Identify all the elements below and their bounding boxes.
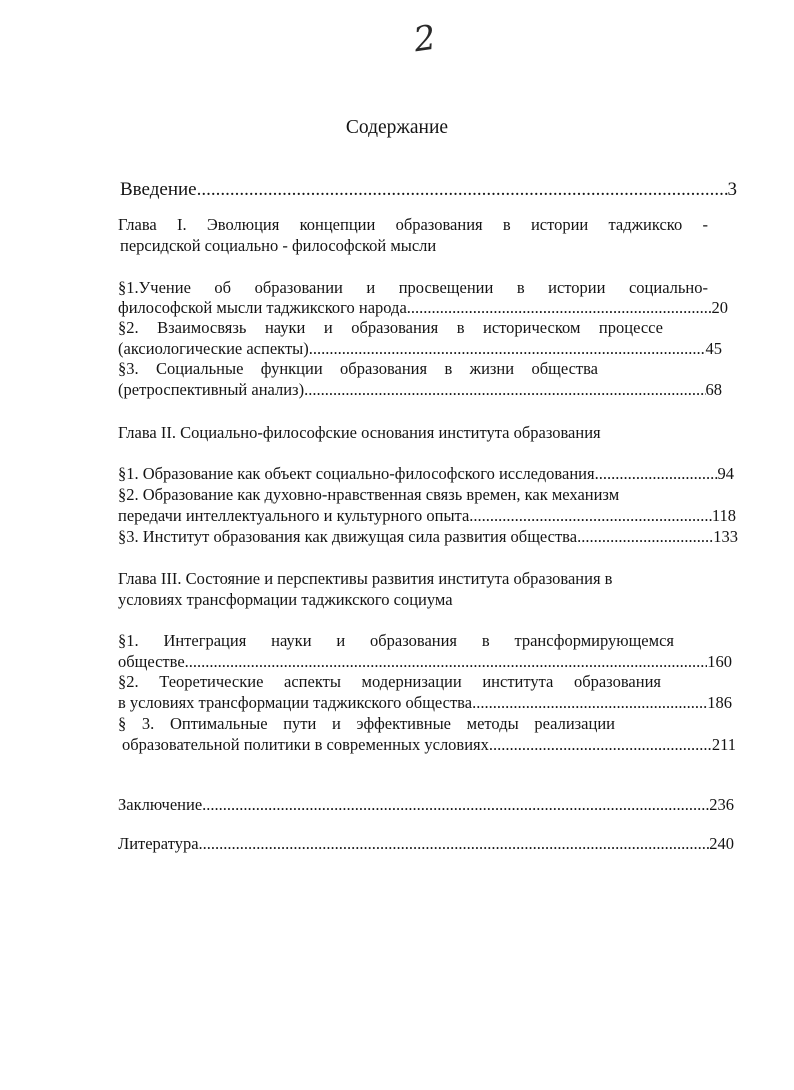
- chapter-2-heading: Глава II. Социально-философские основания института образования: [118, 423, 601, 442]
- chapter-3-section-2-line1: §2. Теоретические аспекты модернизации института образования: [118, 672, 661, 691]
- handwritten-page-number: 2: [411, 17, 439, 61]
- dot-leader: [185, 652, 708, 672]
- toc-entry-label: §1. Образование как объект социально-философского исследования: [118, 464, 595, 483]
- chapter-3-section-3-line2: [122, 735, 736, 755]
- toc-entry-page: 3: [727, 180, 737, 200]
- chapter-3-section-1-line2: [118, 652, 732, 672]
- chapter-3-section-2-line2: [118, 693, 732, 713]
- toc-entry-label: передачи интеллектуального и культурного опыта: [118, 506, 470, 525]
- dot-leader: [476, 693, 707, 713]
- toc-entry-label: (ретроспективный анализ).: [118, 380, 309, 399]
- dot-leader: [199, 834, 710, 854]
- chapter-2-section-3: [118, 527, 738, 547]
- toc-entry-label: Литература: [118, 834, 199, 853]
- toc-entry-page: 211: [711, 735, 736, 754]
- chapter-2-section-1: [118, 464, 734, 484]
- dot-leader: [202, 795, 709, 815]
- chapter-3-heading-line1: Глава III. Состояние и перспективы развития института образования в: [118, 569, 613, 588]
- toc-entry-label: в условиях трансформации таджикского общества.: [118, 693, 477, 712]
- toc-entry-label: Заключение: [118, 795, 203, 814]
- toc-entry-page: 160: [707, 652, 732, 671]
- dot-leader: [469, 506, 712, 526]
- chapter-1-section-2-line1: §2. Взаимосвязь науки и образования в историческом процессе: [118, 318, 663, 337]
- toc-entry-page: 68: [705, 380, 722, 399]
- chapter-1-section-3-line1: §3. Социальные функции образования в жизни общества: [118, 359, 598, 378]
- toc-entry-label: образовательной политики в современных условиях: [122, 735, 489, 754]
- chapter-1-heading-line2: персидской социально - философской мысли: [120, 236, 437, 255]
- toc-entry-label: обществе: [118, 652, 185, 671]
- dot-leader: [309, 339, 706, 359]
- toc-entry-intro: [120, 180, 737, 200]
- toc-entry-label: (аксиологические аспекты): [118, 339, 309, 358]
- toc-entry-page: 94: [717, 464, 734, 483]
- chapter-2-section-2-line2: [118, 506, 736, 526]
- chapter-1-heading-line1: Глава I. Эволюция концепции образования в истории таджикско -: [118, 215, 708, 234]
- dot-leader: [308, 380, 705, 400]
- dot-leader: [577, 527, 713, 547]
- dot-leader: [197, 180, 728, 200]
- chapter-1-section-3-line2: [118, 380, 722, 400]
- chapter-1-section-2-line2: [118, 339, 722, 359]
- toc-entry-label: Введение: [120, 180, 197, 200]
- toc-entry-label: философской мысли таджикского народа: [118, 298, 407, 317]
- dot-leader: [489, 735, 712, 755]
- chapter-2-section-2-line1: §2. Образование как духовно-нравственная связь времен, как механизм: [118, 485, 620, 504]
- dot-leader: [595, 464, 718, 484]
- chapter-3-section-3-line1: § 3. Оптимальные пути и эффективные методы реализации: [118, 714, 615, 733]
- toc-entry-page: 20: [711, 298, 728, 317]
- chapter-3-heading-line2: условиях трансформации таджикского социума: [118, 590, 453, 609]
- page-title: Содержание: [345, 117, 449, 138]
- toc-entry-page: 133: [713, 527, 738, 546]
- toc-entry-label: §3. Институт образования как движущая сила развития общества: [118, 527, 578, 546]
- toc-entry-page: 236: [709, 795, 734, 814]
- toc-entry-page: 186: [707, 693, 732, 712]
- chapter-3-section-1-line1: §1. Интеграция науки и образования в трансформирующемся: [118, 631, 674, 650]
- dot-leader: [407, 298, 712, 318]
- toc-entry-page: 45: [705, 339, 722, 358]
- chapter-1-section-1-line1: §1.Учение об образовании и просвещении в истории социально-: [118, 278, 708, 297]
- chapter-1-section-1-line2: [118, 298, 728, 318]
- toc-entry-page: 118: [711, 506, 736, 525]
- toc-entry-literature: [118, 834, 734, 854]
- toc-entry-page: 240: [709, 834, 734, 853]
- toc-entry-conclusion: [118, 795, 734, 815]
